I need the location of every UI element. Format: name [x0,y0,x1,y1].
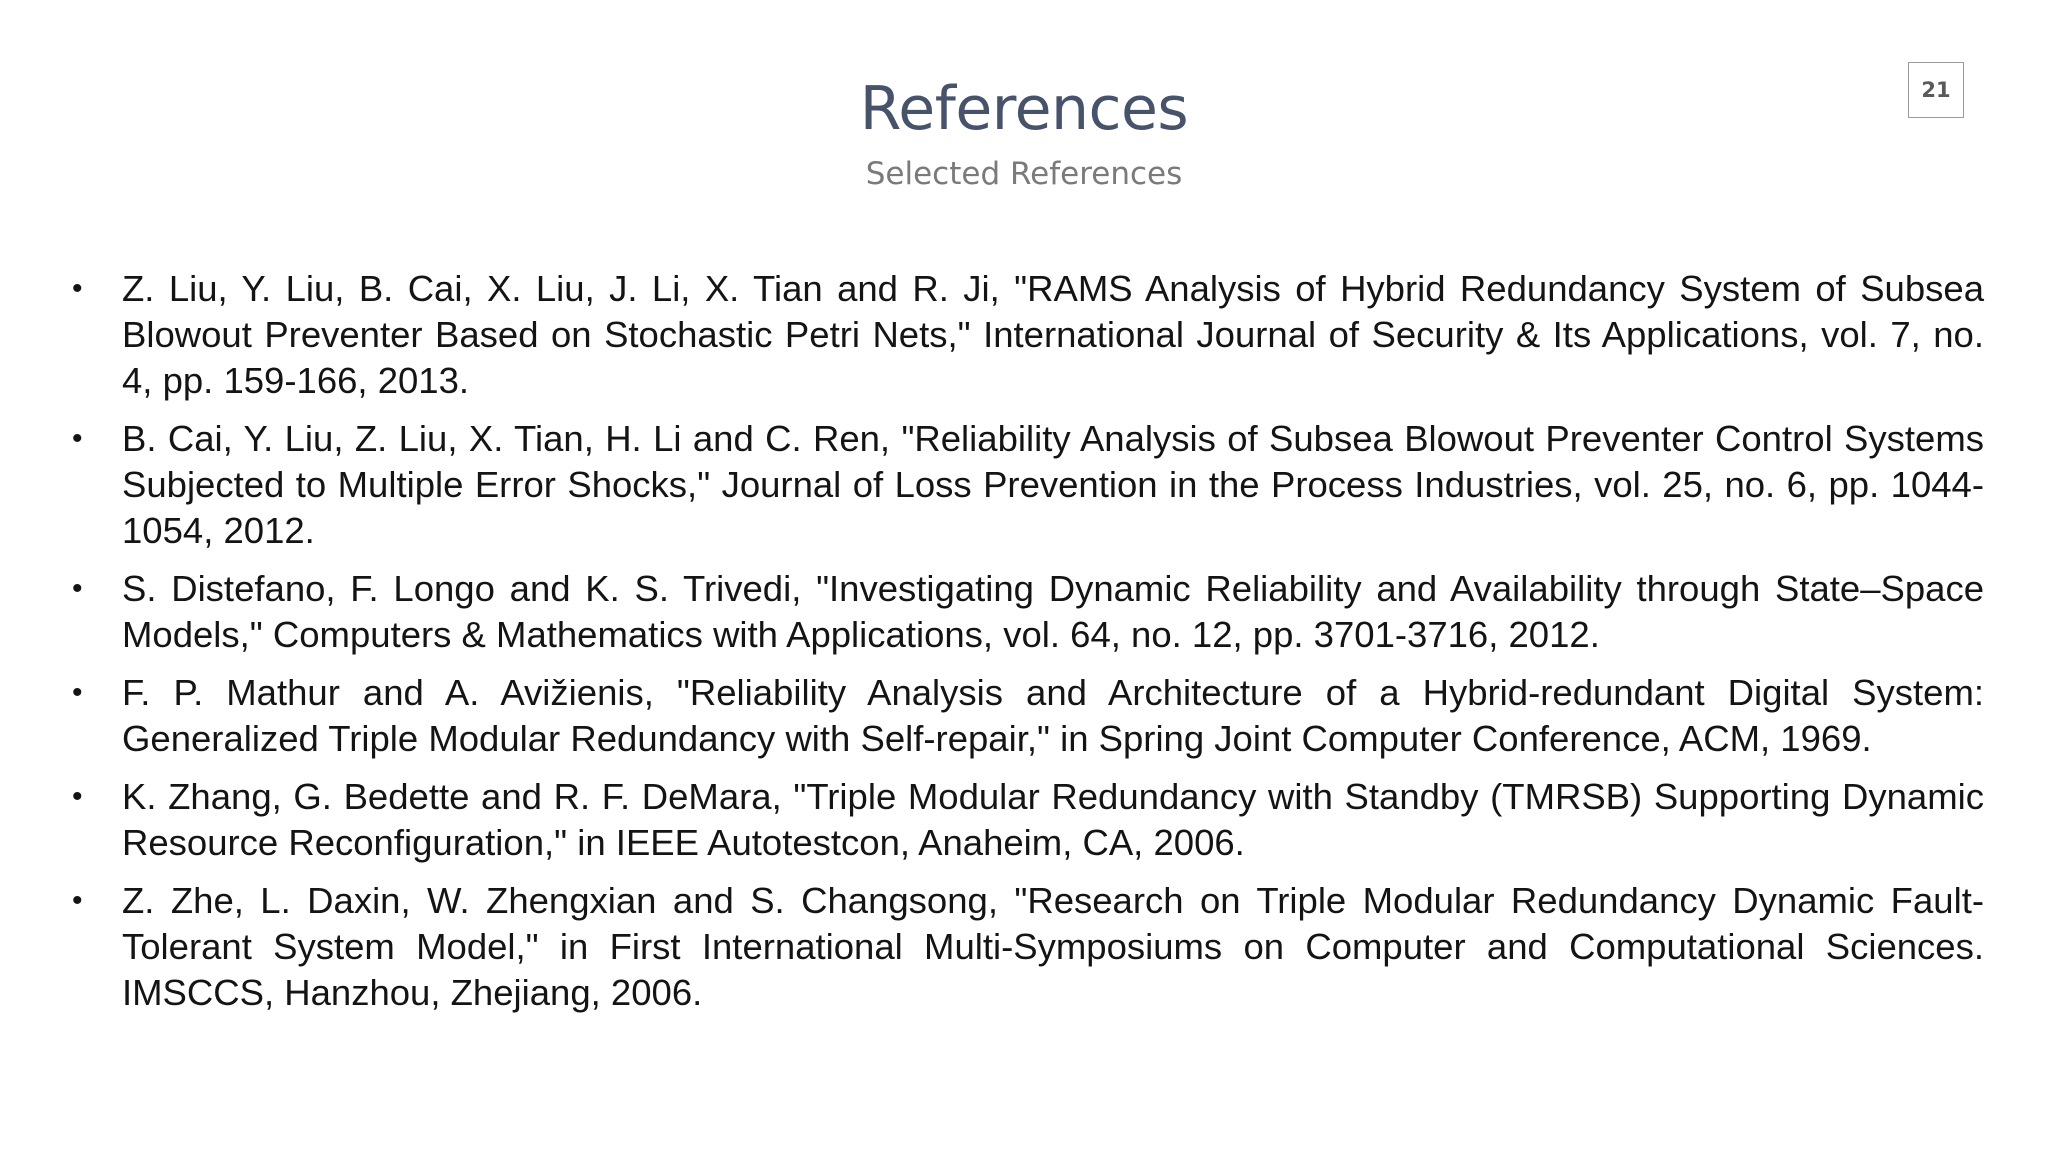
reference-list [72,266,1984,1028]
reference-text: S. Distefano, F. Longo and K. S. Trivedi, "Investigating Dynamic Reliability and Availability through State–Space Models," Computers & Mathematics with Applications, vol. 64, no. 12, pp. 3701-3716, 2012. [122,568,1984,655]
reference-item [72,774,1984,866]
reference-item [72,266,1984,404]
page-number-badge: 21 [1908,62,1964,118]
reference-text: F. P. Mathur and A. Avižienis, "Reliability Analysis and Architecture of a Hybrid-redundant Digital System: Generalized Triple Modular Redundancy with Self-repair," in Spring Joint Computer Conference, ACM, 1969. [122,672,1984,759]
reference-item [72,416,1984,554]
bullet-icon: • [72,676,83,709]
slide-subtitle: Selected References [865,156,1183,192]
slide-title: References [859,74,1189,144]
bullet-icon: • [72,780,83,813]
reference-item [72,566,1984,658]
reference-text: Z. Liu, Y. Liu, B. Cai, X. Liu, J. Li, X. Tian and R. Ji, "RAMS Analysis of Hybrid Redundancy System of Subsea Blowout Preventer Based on Stochastic Petri Nets," International Journal of Security & Its Applications, vol. 7, no. 4, pp. 159-166, 2013. [122,268,1984,401]
bullet-icon: • [72,422,83,455]
bullet-icon: • [72,884,83,917]
bullet-icon: • [72,272,83,305]
reference-text: B. Cai, Y. Liu, Z. Liu, X. Tian, H. Li and C. Ren, "Reliability Analysis of Subsea Blowout Preventer Control Systems Subjected to Multiple Error Shocks," Journal of Loss Prevention in the Process Industries, vol. 25, no. 6, pp. 1044-1054, 2012. [122,418,1984,551]
bullet-icon: • [72,572,83,605]
reference-text: Z. Zhe, L. Daxin, W. Zhengxian and S. Changsong, "Research on Triple Modular Redundancy Dynamic Fault-Tolerant System Model," in First International Multi-Symposiums on Computer and Computational Sciences. IMSCCS, Hanzhou, Zhejiang, 2006. [122,880,1984,1013]
reference-item [72,670,1984,762]
reference-item [72,878,1984,1016]
reference-text: K. Zhang, G. Bedette and R. F. DeMara, "Triple Modular Redundancy with Standby (TMRSB) Supporting Dynamic Resource Reconfiguration," in IEEE Autotestcon, Anaheim, CA, 2006. [122,776,1984,863]
